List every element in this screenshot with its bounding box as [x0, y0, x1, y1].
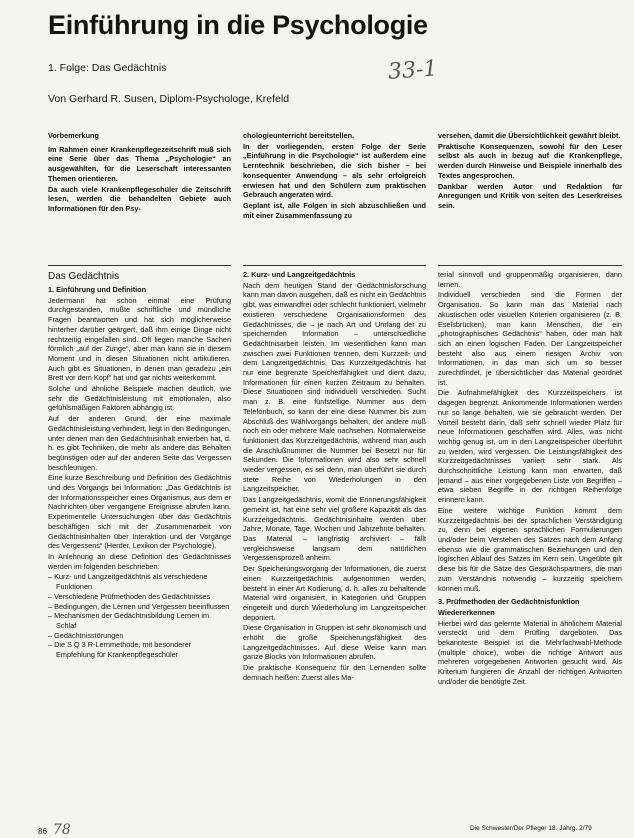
divider [243, 265, 426, 266]
list-item: – Verschiedene Prüfmethoden des Gedächtnisses [48, 591, 211, 601]
topic-list [48, 572, 231, 659]
body-paragraph: Eine weitere wichtige Funktion kommt dem Kurzzeitgedächtnis bei der sprachlichen Verständigung zu, denn bei eigenen sprachlichen Formulierungen und/oder beim Verstehen des Satzes nach dem Anfang ebenso wie die grammatischen Beziehungen und den logischen Ablauf des Satzes im Kern sein. Ungeübte gilt diese bis für die Sätze des Gesprächspartners, die man zum Verständnis notwendig – kurzzeitig speichern können muß. [438, 505, 622, 593]
body-paragraph: Individuell verschieden sind die Formen der Organisation. So kann man das Material nach akustischen oder visuellen Kriterien organisieren (z. B. Eselsbrücken), man kann Menschen, die ein „photographisches Gedächtnis“ haben, oder man hält sich an einen logischen Faden. Der Langzeitspeicher besteht also aus einem riesigen Archiv von Informationen, in das man sich um so besser zurechtfindet, je übersichtlicher das Material geordnet ist. [438, 290, 622, 387]
list-item: – Gedächtnisstörungen [48, 630, 124, 640]
subsection-heading: 3. Prüfmethoden der Gedächtnisfunktion [438, 597, 580, 607]
handwritten-page-number: 78 [52, 822, 71, 838]
body-paragraph: terial sinnvoll und gruppenmäßig organisieren, dann lernen. [438, 270, 622, 289]
body-paragraph: Der Speicherungsvorgang der Informationen, die zuerst einen Kurzzeitgedächtnis aufgenommen werden, besteht in einer Art Kodierung, d. h. alles zu behaltende Material wird organisiert, in Kategorien und Gruppen eingeteilt und durch Wiederholung im Langzeitspeicher deponiert. [243, 564, 426, 622]
body-paragraph: Das Langzeitgedächtnis, womit die Erinnerungsfähigkeit gemeint ist, hat eine sehr viel größere Kapazität als das Kurzzeitgedächtnis. Gedächtnisinhalte werden über Jahre, Monate, Tage, Wochen und Jahrzehnte behalten. Das Material – langfristig archiviert – fällt vergleichsweise langsam dem natürlichen Vergessensprozeß anheim. [243, 495, 426, 563]
body-column-1 [48, 265, 231, 660]
body-paragraph: Auf der anderen Grund, der eine maximale Gedächtnisleistung verhindert, liegt in den Bedingungen, unter denen man den Gedächtnisinhalt erwerben hat, d. h. es gibt Techniken, die mehr als andere das Behalten begünstigen oder auf der anderen Seite das Vergessen beschleunigen. [48, 414, 231, 472]
subsection-heading: 1. Einführung und Definition [48, 285, 147, 294]
intro-paragraph: Geplant ist, alle Folgen in sich abzuschließen und mit einer Zusammenfassung zu [243, 200, 426, 220]
list-item: – Kurz- und Langzeitgedächtnis als verschiedene Funktionen [48, 572, 208, 592]
intro-paragraph: In der vorliegenden, ersten Folge der Serie „Einführung in die Psychologie“ ist außerdem eine Lerntechnik beschrieben, die sich bisher – bei konsequenter Anwendung – als sehr erfolgreich erwiesen hat und den Schülern zum praktischen Gebrauch angeraten wird. [243, 141, 426, 200]
body-paragraph: Solche und ähnliche Beispiele machen deutlich, wie sehr die Gedächtnisleistung mit emotionalen, also gefühlsmäßigen Faktoren abhängig ist. [48, 384, 231, 413]
body-paragraph: Jedermann hat schon einmal eine Prüfung durchgestanden, mußte schriftliche und mündliche Fragen beantworten und hat sich möglicherweise hinterher darüber geärgert, daß ihm einige Dinge nicht rechtzeitig eingefallen sind. Oft liegen manche Sachen förmlich „auf der Zunge“, aber man kann sie in diesem Moment und in diesen Situationen nicht artikulieren. Auch gibt es Situationen, in denen man geradezu „ein Brett vor dem Kopf“ hat und gar nichts weiterkommt. [48, 295, 231, 383]
journal-footer: Die Schwester/Der Pfleger 18. Jahrg. 2/79 [470, 825, 592, 832]
body-paragraph: Eine kurze Beschreibung und Definition des Gedächtnis und des Vorgangs bei Information: „Das Gedächtnis ist der Informationsspeicher eines Organismus, aus dem er Nachrichten über vergangene Ereignisse abrufen kann. Experimentelle Untersuchungen über das Gedächtnis beschäftigen sich mit der Zusammenarbeit von Gedächtnisinhalten über Interaktion und der Vorgänge des Vergessens“ (Herder, Lexikon der Psychologie). [48, 473, 231, 551]
body-paragraph: In Anlehnung an diese Definition des Gedächtnisses werden im folgenden beschrieben: [48, 551, 231, 571]
intro-heading: Vorbemerkung [48, 131, 99, 140]
intro-column-2 [243, 131, 426, 221]
list-item: – Die S Q 3 R-Lernmethode, mit besonderer Empfehlung für Krankenpflegeschüler [48, 640, 192, 660]
intro-paragraph: chologieunterricht bereitstellen. [243, 131, 355, 140]
intro-paragraph: Praktische Konsequenzen, sowohl für den Leser selbst als auch in bezug auf die Krankenpflege, werden durch Hinweise und Beispiele innerhalb des Textes angesprochen. [438, 141, 622, 180]
section-heading: Das Gedächtnis [48, 271, 120, 282]
article-title: Einführung in die Psychologie [48, 10, 428, 40]
body-paragraph: Diese Organisation in Gruppen ist sehr ökonomisch und erhöht die große Speicherungsfähigkeit des Langzeitgedächtnisses. Auf diese Weise kann man ganze Blocks von Informationen abrufen. [243, 623, 426, 662]
list-item: – Mechanismen der Gedächtnisbildung Lernen im Schlaf [48, 611, 210, 630]
intro-paragraph: Im Rahmen einer Krankenpflegezeitschrift muß sich eine Serie über das Thema „Psychologie“ an ausgewählten, für die Leserschaft interessanten Themen orientieren. [48, 144, 231, 183]
series-subtitle: 1. Folge: Das Gedächtnis [48, 62, 167, 74]
intro-paragraph: Da auch viele Krankenpflegeschüler die Zeitschrift lesen, werden die behandelten Gebiete auch Informationen für den Psy- [48, 184, 231, 213]
intro-paragraph: Dankbar werden Autor und Redaktion für Anregungen und Kritik von seiten des Leserkreises sein. [438, 181, 622, 210]
intro-paragraph: versehen, damit die Übersichtlichkeit gewährt bleibt. [438, 131, 621, 140]
intro-column-1 [48, 131, 231, 215]
divider [438, 265, 622, 266]
page-number: 86 78 [38, 822, 71, 838]
handwritten-note: 33-1 [387, 56, 439, 85]
subsection-heading: Wiedererkennen [438, 607, 495, 617]
body-paragraph: Die praktische Konsequenz für den Lernenden sollte demnach heißen: Zuerst alles Ma- [243, 663, 426, 682]
body-column-3 [438, 265, 622, 688]
list-item: – Bedingungen, die Lernen und Vergessen beeinflussen [48, 601, 230, 611]
body-paragraph: Nach dem heutigen Stand der Gedächtnisforschung kann man davon ausgehen, daß es nicht ein Gedächtnis gibt, was einwandfrei oder schlecht funktioniert, vielmehr existieren verschiedene Organisationsformen des Gedächtnisses, die – je nach Art und Umfang der zu speichernden Information – unterschiedliche Gedächtnisarbeit leisten. Im wesentlichen kann man zwischen zwei Funktionen trennen, dem Kurzzeit- und dem Langzeitgedächtnis. Das Kurzzeitgedächtnis hat nur eine begrenzte Speicherfähigkeit und dient dazu, Informationen für einen kurzen Zeitraum zu behalten. Diese Situationen sind individuell verschieden. Sucht man z. B. eine fünfstellige Nummer aus dem Telefonbuch, so kann der eine diese Nummer bis zum Abschluß des Wählvorgangs behalten, der andere muß noch ein oder mehrere Male nachsehen. Normalerweise funktioniert das Kurzzeitgedächtnis, während man auch die Anschlußnummer die Nummer bei Besetzt nur für Sekunden. Die Informationen wird also sehr schnell wieder vergessen, es sei denn, man überführt sie durch stete Reihe von Wiederholungen in den Langzeitspeicher. [243, 280, 426, 494]
body-paragraph: Hierbei wird das gelernte Material in ähnlichem Material versteckt und dem Prüfling dargeboten. Das bekannteste Beispiel ist die Mehrfachwahl-Methode (multiple choice), wobei die richtige Antwort aus mehreren vorgegebenen Antworten gesucht wird. Als Kriterium fungieren die Anzahl der richtigen Antworten und/oder die benötigte Zeit. [438, 618, 622, 686]
body-paragraph: Die Aufnahmefähigkeit des Kurzzeitspeichers ist dagegen begrenzt. Ankommende Informationen werden nur so lange behalten, wie sie gebraucht werden. Der Vorteil besteht darin, daß sehr schnell wieder Platz für neue Informationen geschaffen wird. Alles, was nicht wichtig genug ist, um in den Langzeitspeicher überführt zu werden, wird vergessen. Die Leistungsfähigkeit des Kurzzeitgedächtnisses variiert sehr stark. Als durchschnittliche Leistung kann man erwarten, daß jemand – aus einer vorgegebenen Liste von Begriffen – etwa sieben Begriffe in der richtigen Reihenfolge erinnern kann. [438, 388, 622, 505]
subsection-heading: 2. Kurz- und Langzeitgedächtnis [243, 270, 356, 279]
author-line: Von Gerhard R. Susen, Diplom-Psychologe, Krefeld [48, 93, 290, 105]
body-column-2 [243, 265, 426, 684]
divider [48, 265, 231, 266]
intro-column-3 [438, 131, 622, 212]
